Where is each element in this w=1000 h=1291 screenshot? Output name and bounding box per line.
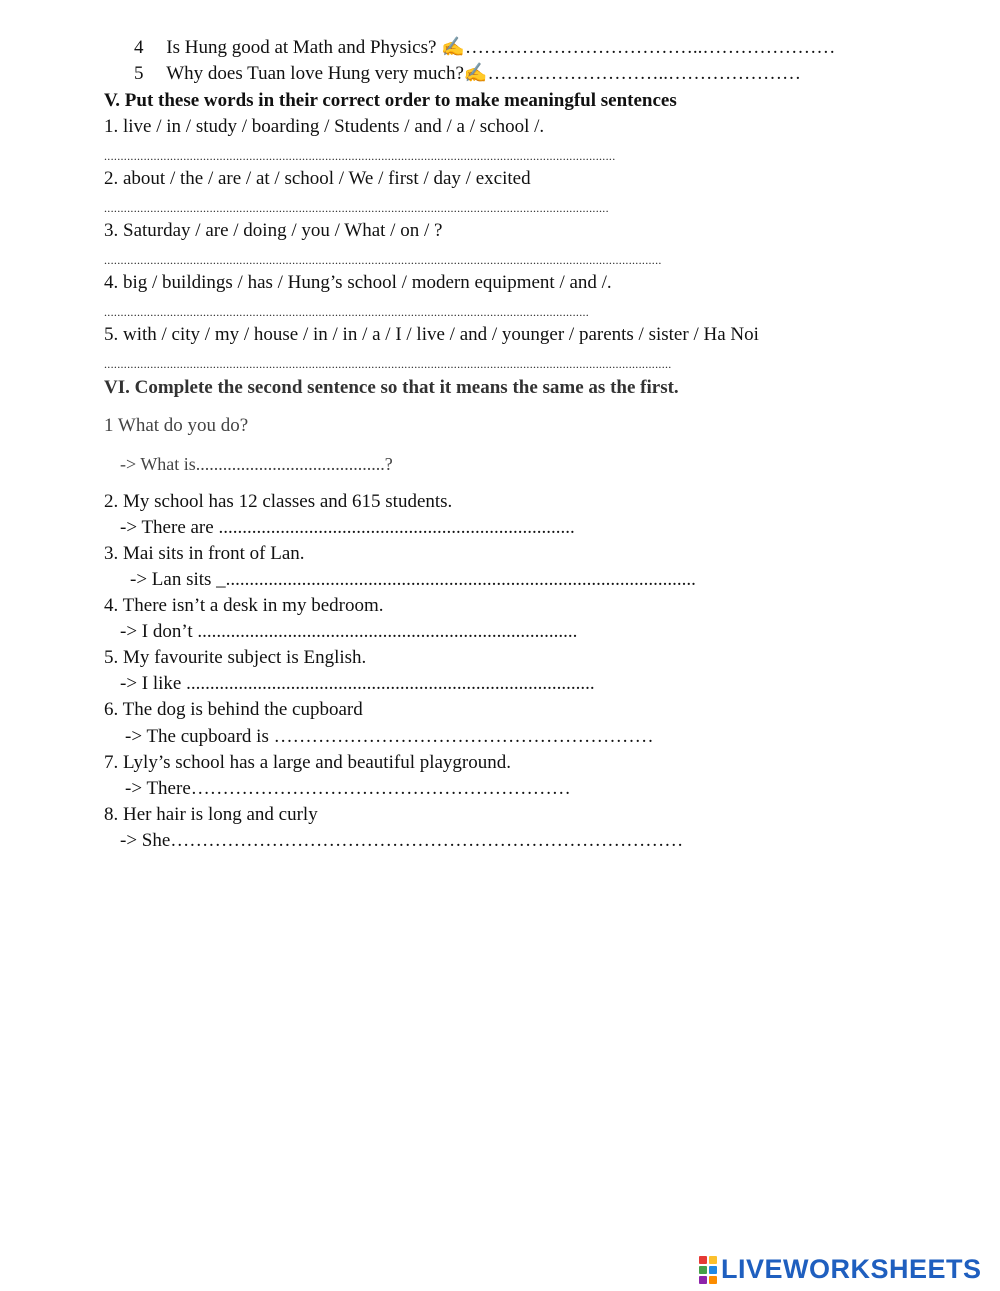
section-vi-item-5: 5. My favourite subject is English. (104, 647, 367, 668)
logo-block (709, 1256, 717, 1264)
section-vi-answer-5[interactable]: -> I like ...................................................................................... (120, 673, 595, 694)
section-vi-answer-7[interactable]: -> There…………………………………………………… (125, 778, 571, 799)
question-number: 5 (134, 63, 144, 84)
question-text: Why does Tuan love Hung very much?✍………………………..………………… (166, 63, 802, 84)
section-vi-answer-3[interactable]: -> Lan sits _................................................................................................... (130, 569, 696, 590)
section-v-item-5: 5. with / city / my / house / in / in / a / I / live / and / younger / parents / sister / Ha Noi (104, 324, 759, 345)
section-vi-answer-8[interactable]: -> She……………………………………………………………………… (120, 830, 684, 851)
section-v-item-3: 3. Saturday / are / doing / you / What / on / ? (104, 220, 443, 241)
section-vi-answer-1[interactable]: -> What is..........................................? (120, 454, 393, 474)
answer-line-5[interactable]: ............................................................................................................................................................................ (104, 358, 672, 370)
logo-text: LIVEWORKSHEETS (721, 1254, 982, 1284)
section-vi-item-8: 8. Her hair is long and curly (104, 804, 318, 825)
section-vi-item-2: 2. My school has 12 classes and 615 students. (104, 491, 453, 512)
answer-line-1[interactable]: ........................................................................................................................................................... (104, 150, 616, 162)
liveworksheets-logo (699, 1254, 982, 1285)
section-vi-answer-4[interactable]: -> I don’t ................................................................................ (120, 621, 578, 642)
section-vi-item-7: 7. Lyly’s school has a large and beautiful playground. (104, 752, 512, 773)
logo-block (699, 1266, 707, 1274)
logo-blocks-icon (699, 1256, 717, 1284)
question-5 (134, 62, 801, 86)
section-vi-answer-2[interactable]: -> There are ........................................................................... (120, 517, 575, 538)
logo-block (709, 1276, 717, 1284)
answer-line-4[interactable]: ................................................................................................................................................... (104, 306, 590, 318)
answer-line-2[interactable]: ......................................................................................................................................................... (104, 202, 609, 214)
section-vi-item-6: 6. The dog is behind the cupboard (104, 699, 363, 720)
section-v-heading: V. Put these words in their correct order to make meaningful sentences (104, 90, 677, 111)
logo-block (699, 1276, 707, 1284)
section-vi-item-4: 4. There isn’t a desk in my bedroom. (104, 595, 384, 616)
answer-line-3[interactable]: ......................................................................................................................................................................... (104, 254, 662, 266)
section-v-item-4: 4. big / buildings / has / Hung’s school / modern equipment / and /. (104, 272, 612, 293)
section-v-item-2: 2. about / the / are / at / school / We / first / day / excited (104, 168, 531, 189)
question-4 (134, 36, 835, 60)
question-text: Is Hung good at Math and Physics? ✍………………………………..………………… (166, 37, 836, 58)
logo-block (709, 1266, 717, 1274)
section-v-item-1: 1. live / in / study / boarding / Students / and / a / school /. (104, 116, 545, 137)
section-vi-answer-6[interactable]: -> The cupboard is …………………………………………………… (125, 726, 654, 747)
section-vi-heading: VI. Complete the second sentence so that it means the same as the first. (104, 377, 679, 398)
section-vi-item-1: 1 What do you do? (104, 415, 249, 436)
logo-block (699, 1256, 707, 1264)
question-number: 4 (134, 37, 144, 58)
section-vi-item-3: 3. Mai sits in front of Lan. (104, 543, 305, 564)
